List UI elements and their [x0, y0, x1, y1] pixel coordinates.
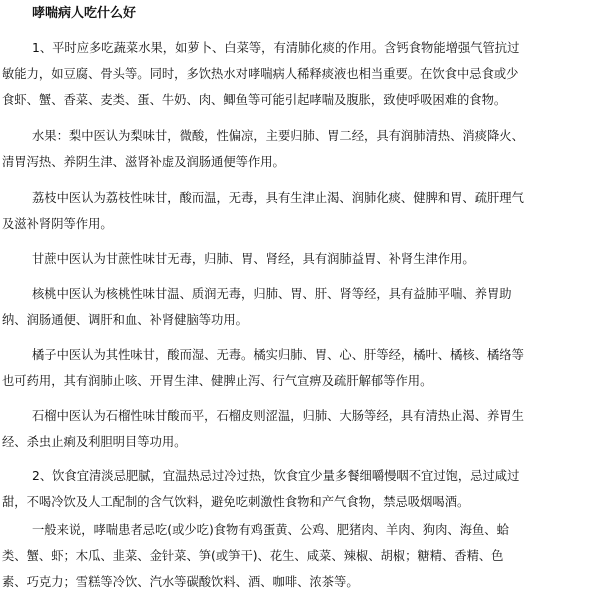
paragraph-line: 食虾、蟹、香菜、麦类、蛋、牛奶、肉、鲫鱼等可能引起哮喘及腹胀，致使呼吸困难的食物。 — [2, 93, 507, 107]
paragraph-line: 经、杀虫止痢及利胆明目等功用。 — [2, 435, 187, 449]
paragraph-line: 水果：梨中医认为梨味甘，微酸，性偏凉，主要归肺、胃二经，具有润肺清热、消痰降火、 — [32, 129, 524, 143]
paragraph-line: 荔枝中医认为荔枝性味甘，酸而温，无毒，具有生津止渴、润肺化痰、健脾和胃、疏肝理气 — [32, 191, 524, 205]
paragraph-line: 核桃中医认为核桃性味甘温、质润无毒，归肺、胃、肝、肾等经，具有益肺平喘、养胃助 — [32, 287, 512, 301]
paragraph-line: 橘子中医认为其性味甘，酸而湿、无毒。橘实归肺、胃、心、肝等经，橘叶、橘核、橘络等 — [32, 348, 524, 362]
paragraph-line: 纳、润肠通便、调肝和血、补肾健脑等功用。 — [2, 313, 248, 327]
paragraph-diet-advice-1 — [2, 35, 592, 113]
paragraph-line: 一般来说，哮喘患者忌吃(或少吃)食物有鸡蛋黄、公鸡、肥猪肉、羊肉、狗肉、海鱼、蛤 — [32, 523, 509, 537]
paragraph-foods-to-avoid — [2, 517, 592, 595]
paragraph-lychee — [2, 185, 592, 237]
article-title: 哮喘病人吃什么好 — [32, 6, 137, 21]
paragraph-orange — [2, 342, 592, 394]
paragraph-sugarcane — [32, 246, 592, 272]
paragraph-pomegranate — [2, 403, 592, 455]
paragraph-line: 及滋补肾阴等作用。 — [2, 217, 113, 231]
paragraph-pear — [2, 123, 592, 175]
paragraph-walnut — [2, 281, 592, 333]
paragraph-line: 类、蟹、虾；木瓜、韭菜、金针菜、笋(或笋干)、花生、咸菜、辣椒、胡椒；糖精、香精、色 — [2, 549, 504, 563]
paragraph-line: 敏能力，如豆腐、骨头等。同时，多饮热水对哮喘病人稀释痰液也相当重要。在饮食中忌食或少 — [2, 67, 519, 81]
paragraph-line: 清胃泻热、养阴生津、滋肾补虚及润肠通便等作用。 — [2, 155, 285, 169]
paragraph-line: 素、巧克力；雪糕等冷饮、汽水等碳酸饮料、酒、咖啡、浓茶等。 — [2, 575, 359, 589]
paragraph-line: 甜，不喝冷饮及人工配制的含气饮料，避免吃刺激性食物和产气食物，禁忌吸烟喝酒。 — [2, 495, 470, 509]
paragraph-line: 1、平时应多吃蔬菜水果，如萝卜、白菜等，有清肺化痰的作用。含钙食物能增强气管抗过 — [32, 41, 520, 55]
paragraph-line: 甘蔗中医认为甘蔗性味甘无毒，归肺、胃、肾经，具有润肺益胃、补肾生津作用。 — [32, 252, 475, 266]
paragraph-line: 也可药用，其有润肺止咳、开胃生津、健脾止泻、行气宣痹及疏肝解郁等作用。 — [2, 374, 433, 388]
paragraph-diet-advice-2 — [2, 463, 592, 515]
paragraph-line: 2、饮食宜清淡忌肥腻，宜温热忌过冷过热，饮食宜少量多餐细嚼慢咽不宜过饱，忌过咸过 — [32, 469, 520, 483]
paragraph-line: 石榴中医认为石榴性味甘酸而平，石榴皮则涩温，归肺、大肠等经，具有清热止渴、养胃生 — [32, 409, 524, 423]
